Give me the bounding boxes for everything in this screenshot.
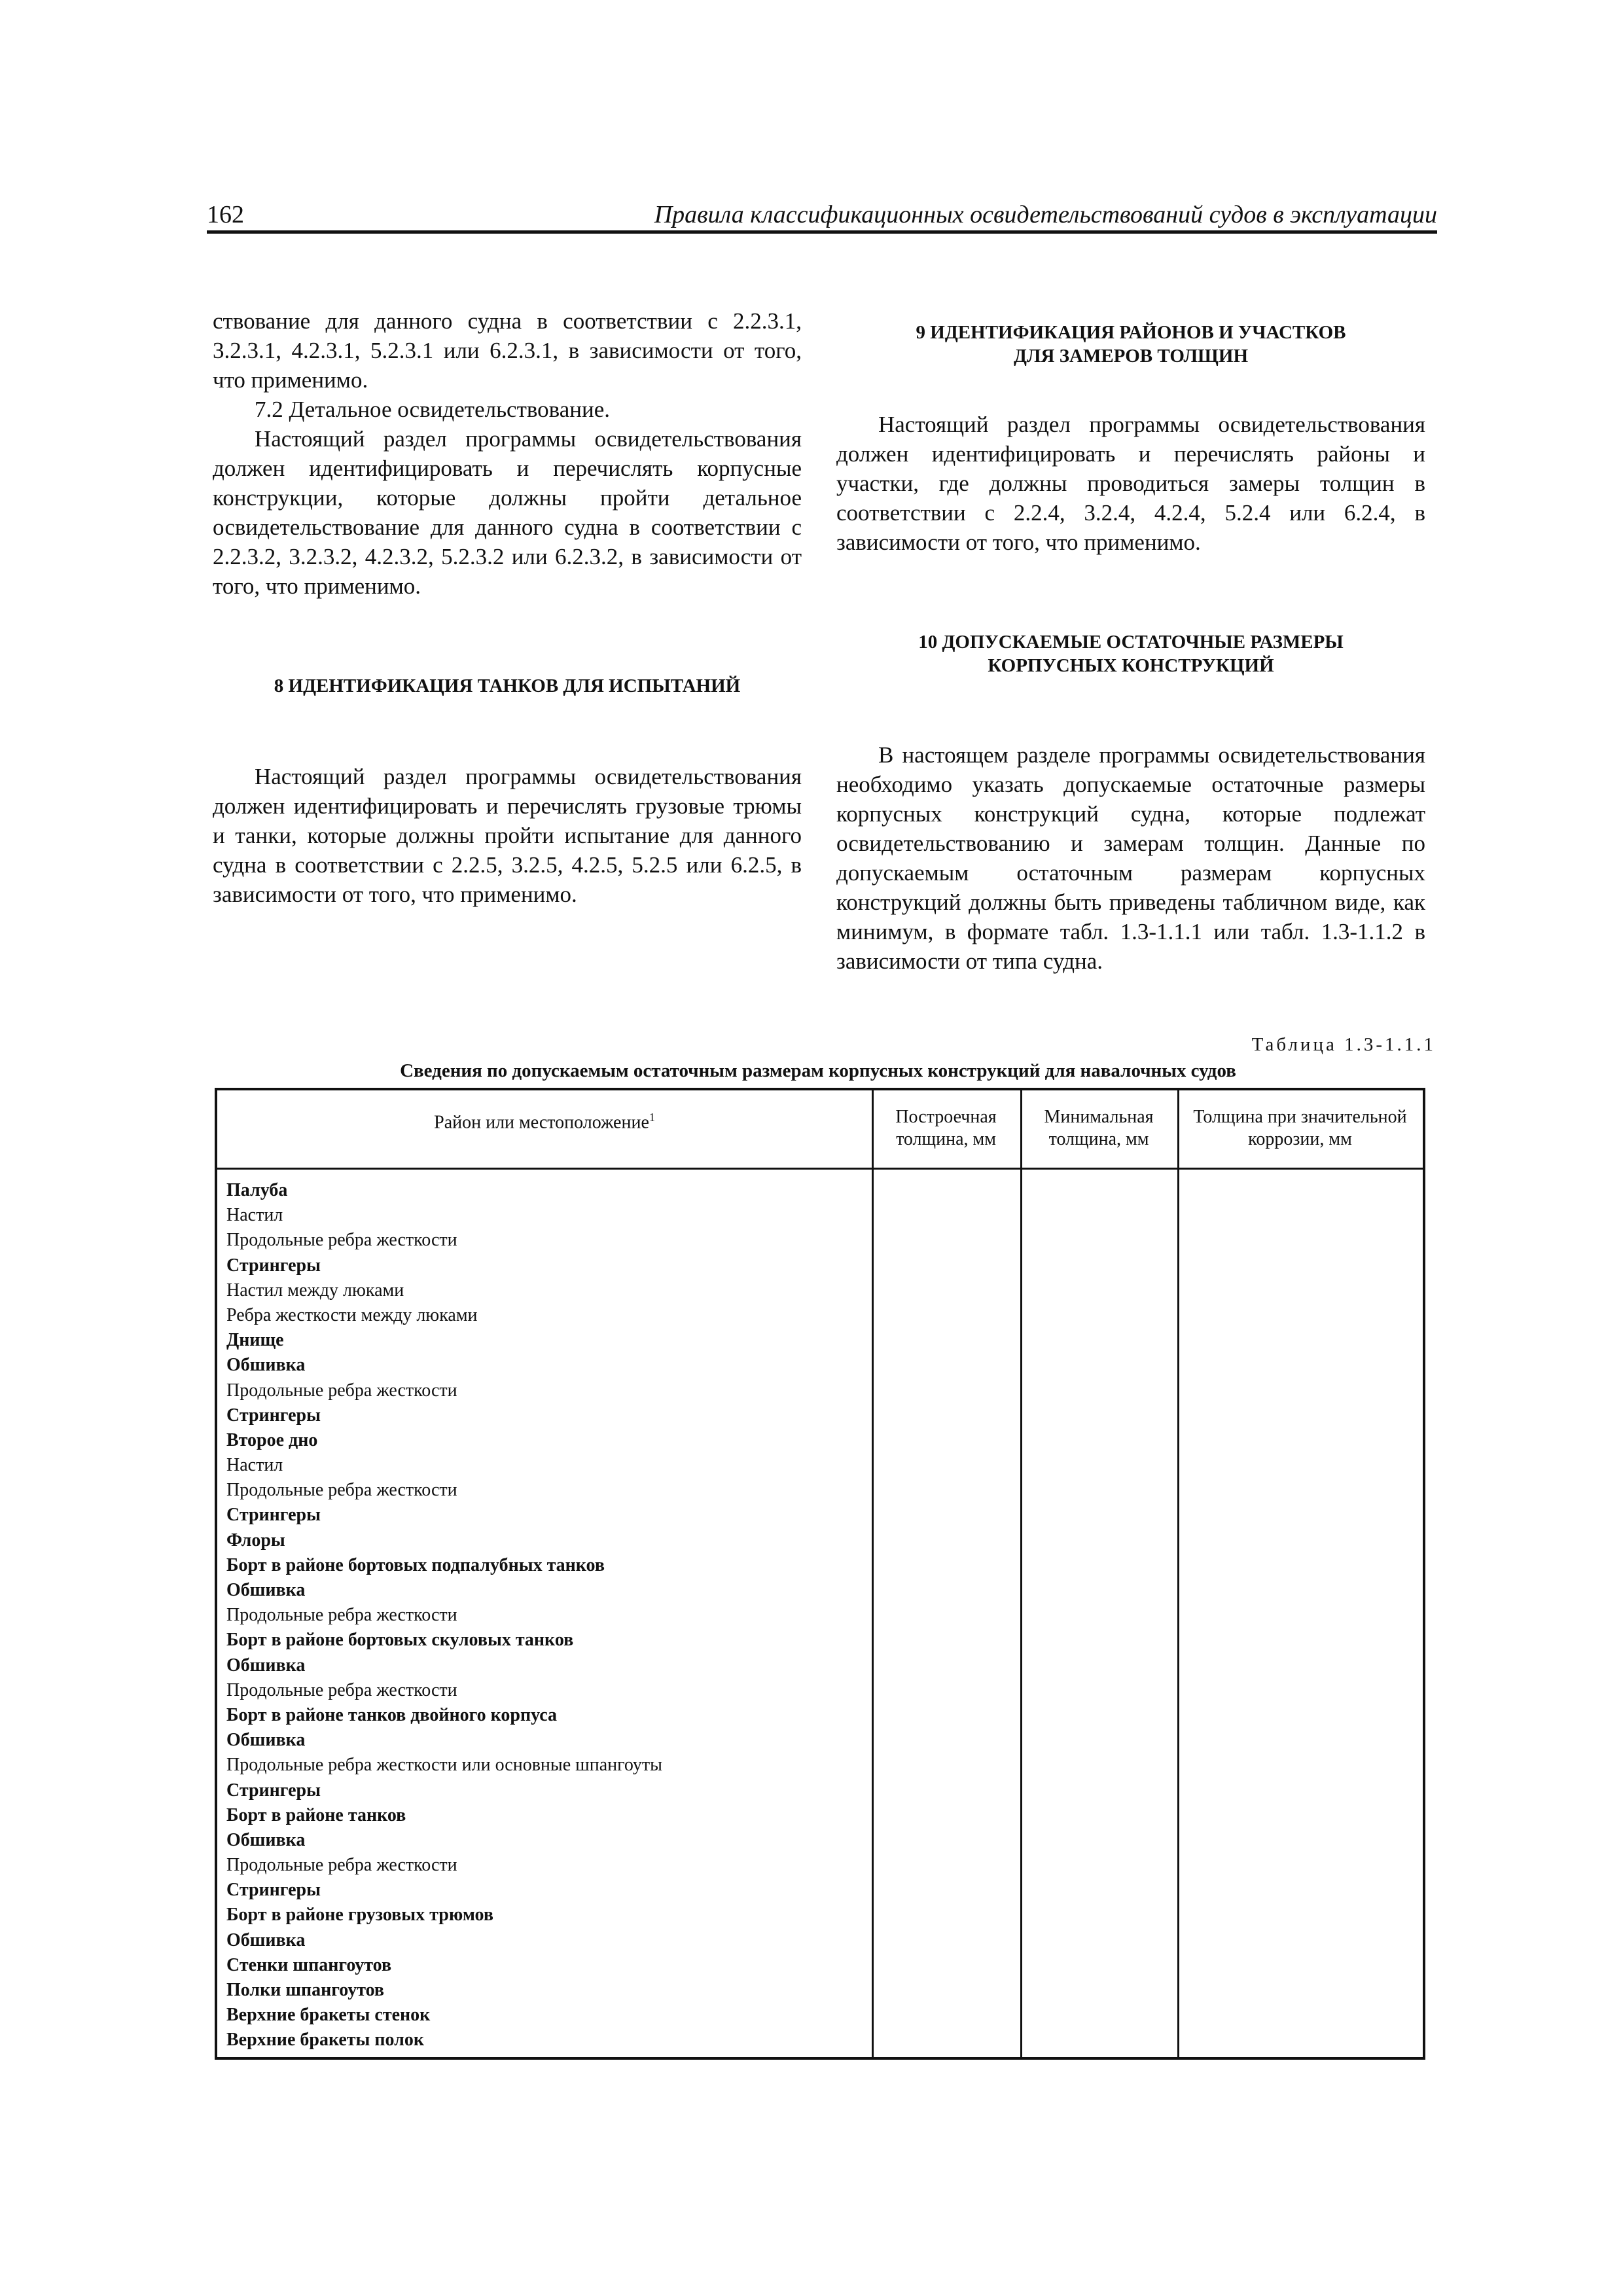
- table-row-group: Днище: [226, 1330, 284, 1351]
- table-row: Продольные ребра жесткости: [226, 1855, 457, 1876]
- table-row: Настил между люками: [226, 1280, 404, 1300]
- column-header-as-built-line-1: Построечная: [895, 1107, 997, 1127]
- column-header-corrosion-line-1: Толщина при значительной: [1193, 1107, 1407, 1127]
- table-column-divider: [1020, 1090, 1022, 2057]
- right-paragraph-2: В настоящем разделе программы освидетельствования необходимо указать допускаемые остаточные размеры корпусных конструкций судна, которые подлежат освидетельствованию и замерам толщин. Данные по допускаемым остаточным размерам корпусных конструкций должны быть приведены табличном виде, как минимум, в формате табл. 1.3-1.1.1 или табл. 1.3-1.1.2 в зависимости от типа судна.: [836, 742, 1425, 974]
- table-row: Продольные ребра жесткости: [226, 1605, 457, 1626]
- column-header-substantial-corrosion: [1177, 1106, 1423, 1151]
- column-header-as-built: [872, 1106, 1020, 1151]
- left-column: [213, 306, 802, 909]
- table-row: Стрингеры: [226, 1505, 321, 1526]
- column-header-minimum-line-2: толщина, мм: [1048, 1129, 1149, 1149]
- section-9-heading-line-1: 9 ИДЕНТИФИКАЦИЯ РАЙОНОВ И УЧАСТКОВ: [916, 322, 1346, 343]
- table-row: Обшивка: [226, 1730, 306, 1751]
- left-paragraph-2: Настоящий раздел программы освидетельствования должен идентифицировать и перечислять корпусные конструкции, которые должны пройти детальное освидетельствование для данного судна в соответствии с 2.2.3.2, 3.2.3.2, 4.2.3.2, 5.2.3.2 или 6.2.3.2, в зависимости от того, что применимо.: [213, 426, 802, 599]
- table-row: Обшивка: [226, 1655, 306, 1676]
- table-row: Продольные ребра жесткости: [226, 1480, 457, 1501]
- table-row: Обшивка: [226, 1829, 306, 1850]
- section-10-heading-line-1: 10 ДОПУСКАЕМЫЕ ОСТАТОЧНЫЕ РАЗМЕРЫ: [918, 632, 1344, 653]
- table-row: Верхние бракеты полок: [226, 2030, 425, 2051]
- table-row: Стрингеры: [226, 1880, 321, 1901]
- page-number: 162: [207, 201, 244, 228]
- running-title: Правила классификационных освидетельствований судов в эксплуатации: [654, 201, 1437, 228]
- right-column: [836, 306, 1425, 976]
- thickness-table: [215, 1088, 1425, 2060]
- column-header-minimum-line-1: Минимальная: [1044, 1107, 1154, 1127]
- page-header: [207, 199, 1437, 234]
- table-row: Настил: [226, 1205, 283, 1226]
- table-row: Стрингеры: [226, 1405, 321, 1426]
- subsection-7-2-heading: 7.2 Детальное освидетельствование.: [255, 397, 610, 422]
- table-row-group: Борт в районе танков двойного корпуса: [226, 1704, 558, 1725]
- column-header-as-built-line-2: толщина, мм: [896, 1129, 996, 1149]
- table-row: Флоры: [226, 1530, 285, 1551]
- table-row: Верхние бракеты стенок: [226, 2005, 431, 2026]
- table-row: Продольные ребра жесткости: [226, 1380, 457, 1401]
- table-row: Стрингеры: [226, 1255, 321, 1276]
- footnote-marker: 1: [649, 1111, 655, 1124]
- table-row-group: Второе дно: [226, 1429, 318, 1450]
- table-row: Продольные ребра жесткости: [226, 1679, 457, 1700]
- table-row: Продольные ребра жесткости или основные шпангоуты: [226, 1755, 662, 1776]
- column-header-location: [217, 1106, 872, 1134]
- table-row-group: Борт в районе танков: [226, 1804, 406, 1825]
- table-column-divider: [872, 1090, 874, 2057]
- table-row: Обшивка: [226, 1355, 306, 1376]
- column-header-minimum: [1020, 1106, 1177, 1151]
- table-column-divider: [1177, 1090, 1179, 2057]
- table-row: Стрингеры: [226, 1780, 321, 1801]
- table-row: Стенки шпангоутов: [226, 1954, 392, 1975]
- table-row-group: Палуба: [226, 1180, 288, 1200]
- right-paragraph-1: Настоящий раздел программы освидетельствования должен идентифицировать и перечислять районы и участки, где должны проводиться замеры толщин в соответствии с 2.2.4, 3.2.4, 4.2.4, 5.2.4 или 6.2.4, в зависимости от того, что применимо.: [836, 412, 1425, 555]
- table-row: Обшивка: [226, 1580, 306, 1600]
- table-row: Ребра жесткости между люками: [226, 1304, 478, 1325]
- column-header-location-text: Район или местоположение: [434, 1112, 649, 1133]
- column-header-corrosion-line-2: коррозии, мм: [1248, 1129, 1352, 1149]
- table-row-group: Борт в районе бортовых скуловых танков: [226, 1630, 574, 1651]
- table-row: Обшивка: [226, 1929, 306, 1950]
- table-row: Настил: [226, 1455, 283, 1476]
- table-row: Полки шпангоутов: [226, 1980, 385, 2000]
- table-caption: Сведения по допускаемым остаточным размерам корпусных конструкций для навалочных судов: [400, 1060, 1236, 1081]
- table-row: Продольные ребра жесткости: [226, 1230, 457, 1251]
- section-8-heading: 8 ИДЕНТИФИКАЦИЯ ТАНКОВ ДЛЯ ИСПЫТАНИЙ: [274, 675, 741, 696]
- left-paragraph-1: ствование для данного судна в соответствии с 2.2.3.1, 3.2.3.1, 4.2.3.1, 5.2.3.1 или 6.2.3.1, в зависимости от того, что применимо.: [213, 308, 802, 393]
- table-header-divider: [217, 1168, 1423, 1170]
- section-10-heading-line-2: КОРПУСНЫХ КОНСТРУКЦИЙ: [988, 655, 1274, 676]
- left-paragraph-3: Настоящий раздел программы освидетельствования должен идентифицировать и перечислять грузовые трюмы и танки, которые должны пройти испытание для данного судна в соответствии с 2.2.5, 3.2.5, 4.2.5, 5.2.5 или 6.2.5, в зависимости от того, что применимо.: [213, 764, 802, 907]
- section-9-heading-line-2: ДЛЯ ЗАМЕРОВ ТОЛЩИН: [1013, 346, 1249, 367]
- table-row-group: Борт в районе бортовых подпалубных танков: [226, 1554, 605, 1575]
- table-rows: [226, 1178, 868, 2053]
- table-row-group: Борт в районе грузовых трюмов: [226, 1905, 493, 1926]
- table-label: Таблица 1.3-1.1.1: [1251, 1034, 1436, 1055]
